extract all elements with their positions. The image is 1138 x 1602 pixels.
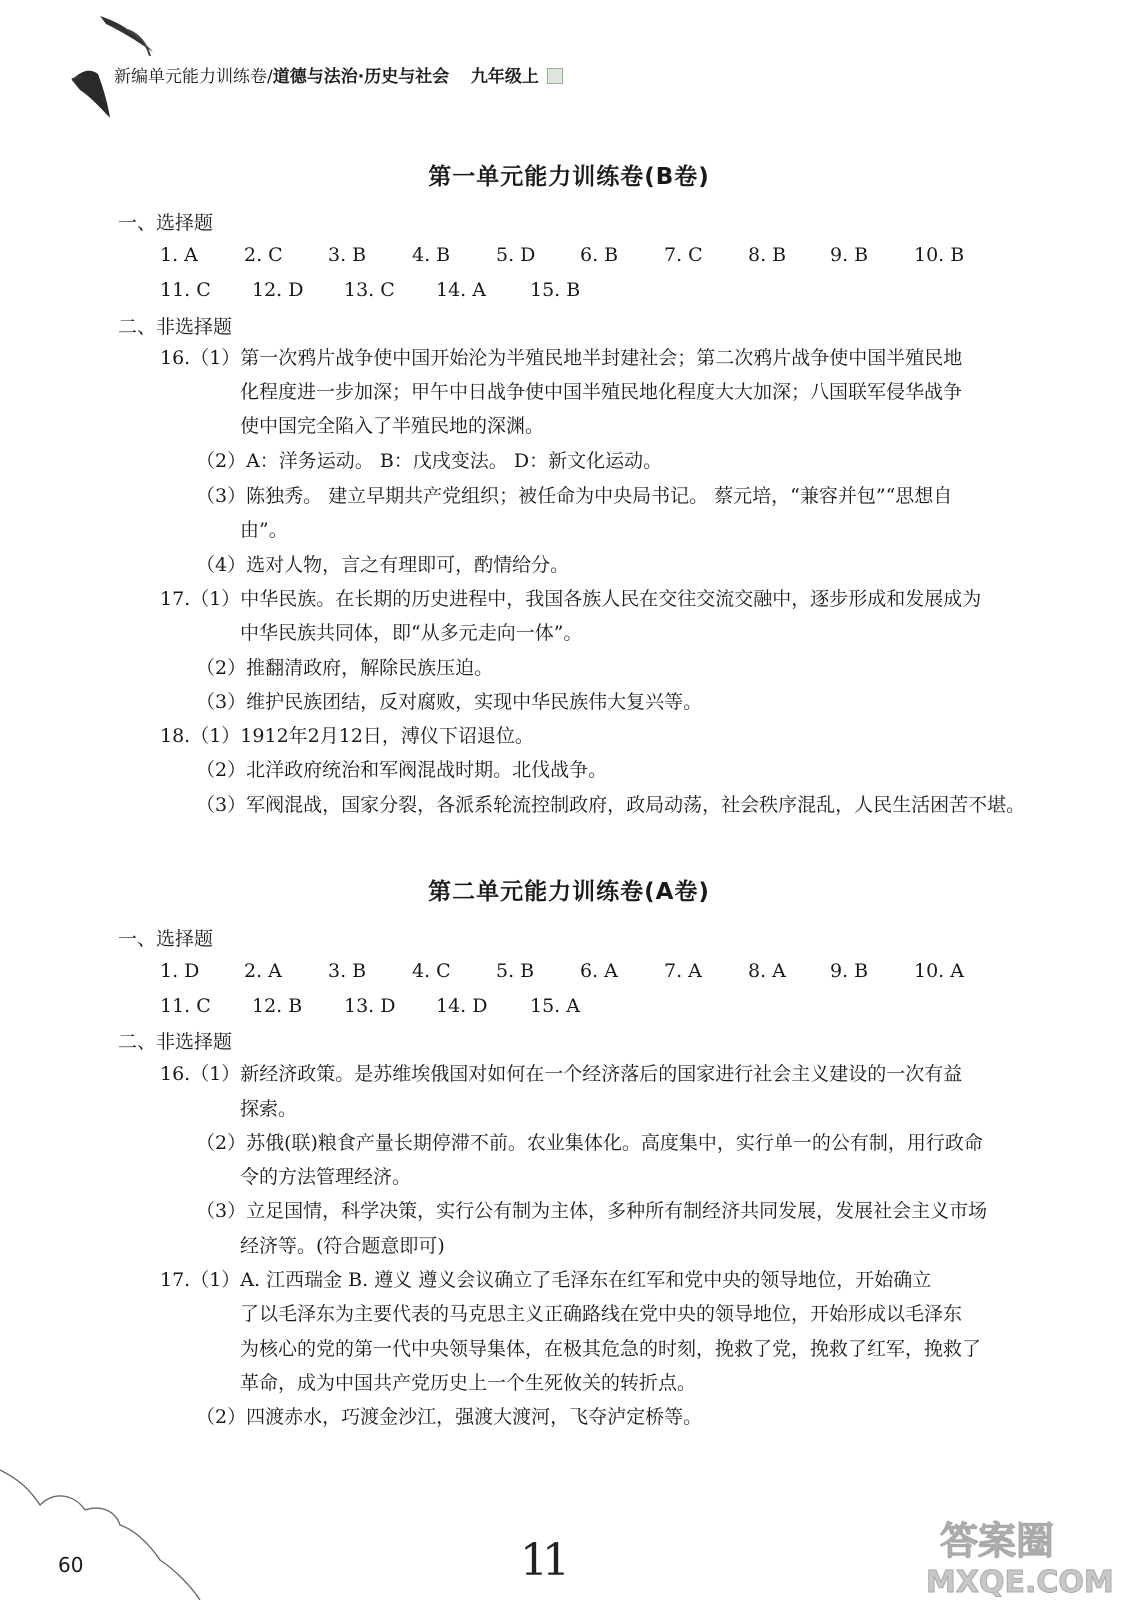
answer-line: 由”。	[240, 519, 288, 541]
header-title	[114, 62, 563, 87]
answer: 1. A	[160, 244, 198, 266]
answer: 3. B	[328, 244, 367, 266]
answer: 4. B	[412, 244, 451, 266]
section-heading: 一、选择题	[118, 212, 214, 234]
answer-line: （3）军阀混战，国家分裂，各派系轮流控制政府，政局动荡，社会秩序混乱，人民生活困苦不堪。	[196, 794, 1026, 816]
answer: 1. D	[160, 960, 200, 982]
answer: 14. D	[436, 995, 488, 1017]
answer: 14. A	[436, 279, 486, 301]
answer-line: 化程度进一步加深；甲午中日战争使中国半殖民地化程度大大加深；八国联军侵华战争	[240, 381, 963, 403]
watermark-logo	[900, 1512, 1132, 1598]
answer: 3. B	[328, 960, 367, 982]
answer: 9. B	[830, 244, 869, 266]
answer-line: （3）维护民族团结，反对腐败，实现中华民族伟大复兴等。	[196, 691, 703, 713]
answer: 6. B	[580, 244, 619, 266]
answer: 12. B	[252, 995, 303, 1017]
answer-line: 16.（1）第一次鸦片战争使中国开始沦为半殖民地半封建社会；第二次鸦片战争使中国半殖民地	[160, 347, 963, 369]
svg-text:MXQE.COM: MXQE.COM	[926, 1565, 1114, 1598]
section-heading: 一、选择题	[118, 928, 214, 950]
answer: 13. C	[344, 279, 395, 301]
answer-line: 17.（1）A. 江西瑞金 B. 遵义 遵义会议确立了毛泽东在红军和党中央的领导地位，开始确立	[160, 1269, 932, 1291]
answer: 8. B	[748, 244, 787, 266]
answer-line: 中华民族共同体，即“从多元走向一体”。	[240, 622, 583, 644]
answer-line: 经济等。(符合题意即可)	[240, 1235, 445, 1257]
watermark-icon	[900, 1512, 1132, 1598]
answer-line: 探索。	[240, 1098, 298, 1120]
header-box-icon	[547, 68, 563, 84]
answer-line: 17.（1）中华民族。在长期的历史进程中，我国各族人民在交往交流交融中，逐步形成和发展成为	[160, 588, 982, 610]
section-heading: 二、非选择题	[118, 1031, 233, 1053]
answer-line: 了以毛泽东为主要代表的马克思主义正确路线在党中央的领导地位，开始形成以毛泽东	[240, 1303, 963, 1325]
answer: 10. B	[914, 244, 965, 266]
bird-icon	[68, 60, 118, 120]
answer-line: （2）推翻清政府，解除民族压迫。	[196, 657, 494, 679]
svg-text:答案圈: 答案圈	[940, 1519, 1055, 1563]
answer: 5. B	[496, 960, 535, 982]
handwritten-mark: 11	[520, 1535, 564, 1586]
answer-line: 16.（1）新经济政策。是苏维埃俄国对如何在一个经济落后的国家进行社会主义建设的一次有益	[160, 1063, 963, 1085]
header-prefix: 新编单元能力训练卷/	[114, 67, 273, 87]
answer-line: 革命，成为中国共产党历史上一个生死攸关的转折点。	[240, 1372, 697, 1394]
answer: 4. C	[412, 960, 451, 982]
answer: 9. B	[830, 960, 869, 982]
answer-line: （3）立足国情，科学决策，实行公有制为主体，多种所有制经济共同发展，发展社会主义市场	[196, 1200, 988, 1222]
answer: 10. A	[914, 960, 964, 982]
answer: 2. C	[244, 244, 283, 266]
answer-line: 令的方法管理经济。	[240, 1166, 412, 1188]
answer-line: （2）北洋政府统治和军阀混战时期。北伐战争。	[196, 759, 608, 781]
answer: 2. A	[244, 960, 282, 982]
answer-line: 18.（1）1912年2月12日，溥仪下诏退位。	[160, 725, 534, 747]
answer-line: （2）四渡赤水，巧渡金沙江，强渡大渡河，飞夺泸定桥等。	[196, 1406, 703, 1428]
answer-line: （2）A：洋务运动。 B：戊戌变法。 D：新文化运动。	[196, 450, 663, 472]
answer: 6. A	[580, 960, 618, 982]
answer: 5. D	[496, 244, 536, 266]
answer-line: （3）陈独秀。 建立早期共产党组织；被任命为中央局书记。 蔡元培，“兼容并包”“思想自	[196, 485, 953, 507]
section-title: 第一单元能力训练卷(B卷)	[428, 164, 710, 190]
section-title: 第二单元能力训练卷(A卷)	[428, 879, 710, 905]
answer: 15. A	[530, 995, 580, 1017]
answer: 11. C	[160, 995, 211, 1017]
answer-line: 为核心的党的第一代中央领导集体，在极其危急的时刻，挽救了党，挽救了红军，挽救了	[240, 1338, 982, 1360]
section-heading: 二、非选择题	[118, 316, 233, 338]
page-number: 60	[58, 1553, 84, 1577]
cloud-decoration	[0, 1450, 240, 1600]
answer: 8. A	[748, 960, 786, 982]
answer: 7. A	[664, 960, 702, 982]
answer-line: （2）苏俄(联)粮食产量长期停滞不前。农业集体化。高度集中，实行单一的公有制，用行政命	[196, 1132, 983, 1154]
header-grade: 九年级上	[470, 67, 539, 87]
answer: 12. D	[252, 279, 304, 301]
answer: 15. B	[530, 279, 581, 301]
header-subject: 道德与法治·历史与社会	[272, 67, 450, 87]
answer: 7. C	[664, 244, 703, 266]
answer: 13. D	[344, 995, 396, 1017]
answer: 11. C	[160, 279, 211, 301]
bird-icon	[98, 12, 158, 62]
answer-line: （4）选对人物，言之有理即可，酌情给分。	[196, 554, 570, 576]
answer-line: 使中国完全陷入了半殖民地的深渊。	[240, 415, 545, 437]
